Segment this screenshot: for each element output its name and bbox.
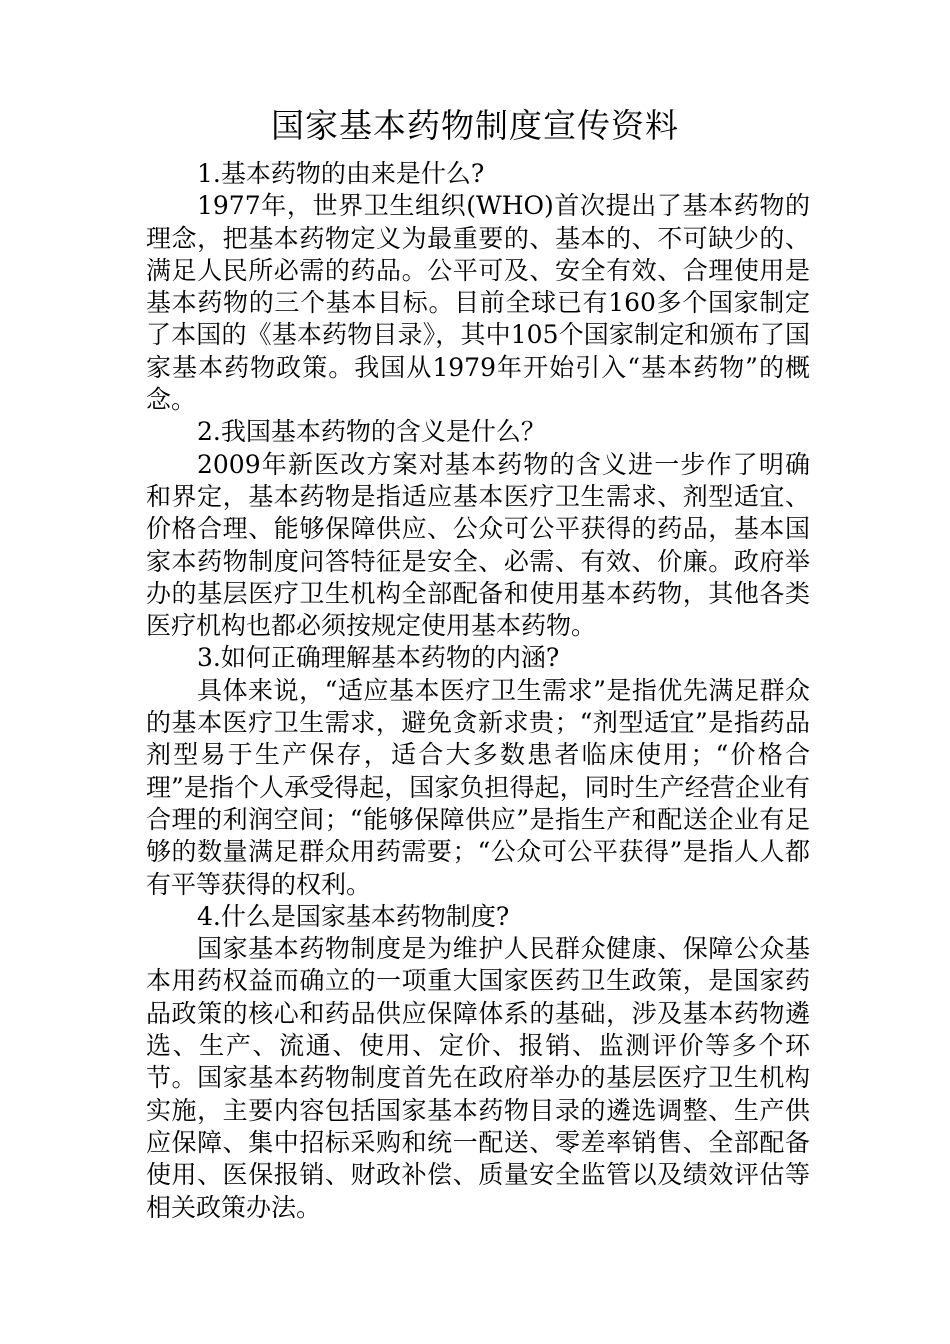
document-title: 国家基本药物制度宣传资料 [271,106,679,145]
question-4: 4.什么是国家基本药物制度? [197,901,510,931]
question-1: 1.基本药物的由来是什么? [197,159,485,188]
question-3: 3.如何正确理解基本药物的内涵? [197,643,560,673]
document-body [146,158,810,1224]
answer-4: 国家基本药物制度是为维护人民群众健康、保障公众基本用药权益而确立的一项重大国家医药卫生政策，是国家药品政策的核心和药品供应保障体系的基础，涉及基本药物遴选、生产、流通、使用、定价、报销、监测评价等多个环节。国家基本药物制度首先在政府举办的基层医疗卫生机构实施，主要内容包括国家基本药物目录的遴选调整、生产供应保障、集中招标采购和统一配送、零差率销售、全部配备使用、医保报销、财政补偿、质量安全监管以及绩效评估等相关政策办法。 [146,934,810,1222]
answer-1: 1977年，世界卫生组织(WHO)首次提出了基本药物的理念，把基本药物定义为最重要的、基本的、不可缺少的、满足人民所必需的药品。公平可及、安全有效、合理使用是基本药物的三个基本目标。目前全球已有160多个国家制定了本国的《基本药物目录》，其中105个国家制定和颁布了国家基本药物政策。我国从1979年开始引入“基本药物”的概念。 [146,191,810,415]
answer-3: 具体来说，“适应基本医疗卫生需求”是指优先满足群众的基本医疗卫生需求，避免贪新求贵；“剂型适宜”是指药品剂型易于生产保存，适合大多数患者临床使用；“价格合理”是指个人承受得起，国家负担得起，同时生产经营企业有合理的利润空间；“能够保障供应”是指生产和配送企业有足够的数量满足群众用药需要；“公众可公平获得”是指人人都有平等获得的权利。 [146,675,810,899]
question-2: 2.我国基本药物的含义是什么？ [197,417,546,447]
answer-2: 2009年新医改方案对基本药物的含义进一步作了明确和界定，基本药物是指适应基本医疗卫生需求、剂型适宜、价格合理、能够保障供应、公众可公平获得的药品，基本国家本药物制度问答特征是安全、必需、有效、价廉。政府举办的基层医疗卫生机构全部配备和使用基本药物，其他各类医疗机构也都必须按规定使用基本药物。 [146,449,810,641]
